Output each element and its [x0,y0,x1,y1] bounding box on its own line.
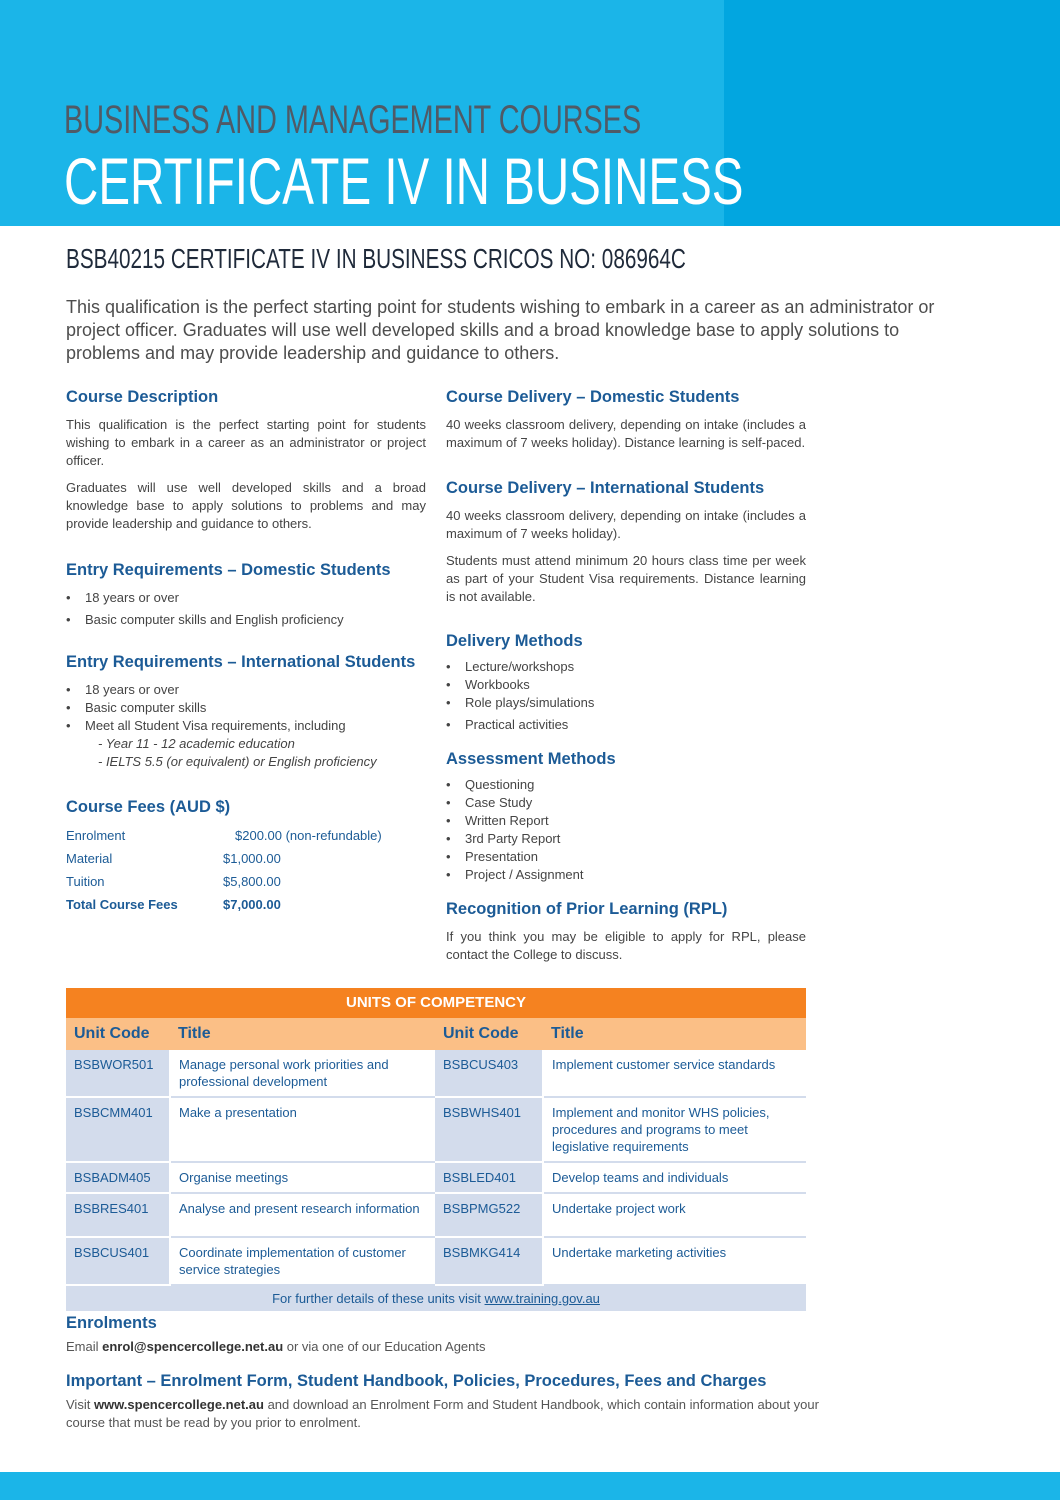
unit-title: Coordinate implementation of customer service strategies [170,1237,435,1285]
left-column [66,386,426,916]
delivery-domestic-heading: Course Delivery – Domestic Students [446,388,740,406]
table-row [66,1193,806,1237]
entry-domestic-list [66,589,426,629]
table-row [66,1097,806,1162]
list-item: • 18 years or over [66,681,426,699]
units-table [66,1018,806,1286]
list-subitem: - IELTS 5.5 (or equivalent) or English proficiency [98,754,377,769]
list-item: • Basic computer skills and English proficiency [66,611,426,629]
list-item: • 3rd Party Report [446,830,806,848]
units-footer [66,1286,806,1311]
assessment-methods-heading: Assessment Methods [446,750,616,768]
fee-value: $5,800.00 [223,874,281,889]
rpl-heading: Recognition of Prior Learning (RPL) [446,900,728,918]
delivery-domestic-p1: 40 weeks classroom delivery, depending on intake (includes a maximum of 7 weeks holiday). Distance learning is self-paced. [446,417,806,450]
delivery-methods-list [446,658,806,734]
unit-code: BSBCUS403 [435,1050,543,1097]
right-column [446,386,806,964]
enrolments-section [66,1312,826,1432]
list-item: • Project / Assignment [446,866,806,884]
important-heading: Important – Enrolment Form, Student Handbook, Policies, Procedures, Fees and Charges [66,1372,767,1390]
fee-total-row [66,893,382,916]
unit-title: Make a presentation [170,1097,435,1162]
list-item: • 18 years or over [66,589,426,607]
college-site-link[interactable]: www.spencercollege.net.au [93,1397,264,1412]
entry-domestic-heading: Entry Requirements – Domestic Students [66,561,391,579]
list-item: • Written Report [446,812,806,830]
intro-paragraph: This qualification is the perfect starting point for students wishing to embark in a career as an administrator or project officer. Graduates will use well developed skills and a broad knowledge base to apply solutions to problems and may provide leadership and guidance to others. [66,297,935,363]
delivery-international-p2: Students must attend minimum 20 hours class time per week as part of your Student Visa requirements. Distance learning is not available. [446,553,806,604]
unit-code: BSBCUS401 [66,1237,170,1285]
fee-label: Enrolment [66,828,126,843]
fee-value: $7,000.00 [223,897,281,912]
unit-code: BSBWHS401 [435,1097,543,1162]
list-item: • Presentation [446,848,806,866]
enrolments-paragraph [66,1338,826,1356]
unit-code: BSBWOR501 [66,1050,170,1097]
training-gov-link[interactable]: www.training.gov.au [484,1291,600,1306]
page-title: CERTIFICATE IV IN BUSINESS [64,144,744,218]
list-item: • Meet all Student Visa requirements, including [66,717,426,735]
table-row [66,1162,806,1193]
course-code-line: BSB40215 CERTIFICATE IV IN BUSINESS CRICOS NO: 086964C [66,243,686,274]
enrol-email-link[interactable]: enrol@spencercollege.net.au [102,1339,284,1354]
course-fees-heading: Course Fees (AUD $) [66,798,231,816]
column-header: Unit Code [66,1018,170,1050]
unit-code: BSBPMG522 [435,1193,543,1237]
table-row [66,1237,806,1285]
unit-title: Organise meetings [170,1162,435,1193]
fee-row [66,824,382,847]
list-item: • Case Study [446,794,806,812]
important-paragraph [66,1396,826,1432]
units-footer-text: For further details of these units visit [272,1291,485,1306]
course-fees-table [66,824,382,916]
unit-code: BSBMKG414 [435,1237,543,1285]
units-header-row [66,1018,806,1050]
units-title: UNITS OF COMPETENCY [66,988,806,1018]
unit-code: BSBCMM401 [66,1097,170,1162]
email-suffix: or via one of our Education Agents [283,1339,486,1354]
list-subitem: - Year 11 - 12 academic education [98,736,295,751]
course-description-p1: This qualification is the perfect starting point for students wishing to embark in a career as an administrator or project officer. [66,417,426,468]
assessment-methods-list [446,776,806,884]
category-kicker: BUSINESS AND MANAGEMENT COURSES [64,98,642,142]
visit-prefix: Visit [66,1397,94,1412]
entry-international-list [66,681,426,735]
list-item: • Role plays/simulations [446,694,806,712]
delivery-international-heading: Course Delivery – International Students [446,479,765,497]
fee-label: Total Course Fees [66,897,178,912]
enrolments-heading: Enrolments [66,1314,157,1332]
column-header: Title [170,1018,435,1050]
rpl-paragraph: If you think you may be eligible to apply for RPL, please contact the College to discuss. [446,929,806,962]
delivery-methods-heading: Delivery Methods [446,632,583,650]
unit-title: Undertake marketing activities [543,1237,806,1285]
units-of-competency [66,988,806,1311]
fee-label: Tuition [66,874,105,889]
unit-code: BSBLED401 [435,1162,543,1193]
fee-value: $1,000.00 [223,851,281,866]
fee-row [66,870,382,893]
fee-row [66,847,382,870]
unit-title: Manage personal work priorities and professional development [170,1050,435,1097]
column-header: Title [543,1018,806,1050]
list-item: • Lecture/workshops [446,658,806,676]
list-item: • Workbooks [446,676,806,694]
list-item: • Practical activities [446,716,806,734]
unit-code: BSBADM405 [66,1162,170,1193]
visit-suffix: and download an Enrolment Form and Student Handbook, which contain information about your course that must be read by you prior to enrolment. [66,1397,819,1430]
table-row [66,1050,806,1097]
unit-title: Develop teams and individuals [543,1162,806,1193]
unit-title: Undertake project work [543,1193,806,1237]
column-header: Unit Code [435,1018,543,1050]
header-accent-band [724,0,1060,226]
fee-value: $200.00 (non-refundable) [235,828,382,843]
unit-title: Analyse and present research information [170,1193,435,1237]
course-description-heading: Course Description [66,388,219,406]
entry-international-heading: Entry Requirements – International Students [66,653,416,671]
delivery-international-p1: 40 weeks classroom delivery, depending on intake (includes a maximum of 7 weeks holiday). [446,508,806,541]
list-item: • Basic computer skills [66,699,426,717]
email-prefix: Email [66,1339,103,1354]
unit-code: BSBRES401 [66,1193,170,1237]
footer-band [0,1472,1060,1500]
course-description-p2: Graduates will use well developed skills and a broad knowledge base to apply solutions to problems and may provide leadership and guidance to others. [66,480,426,531]
unit-title: Implement customer service standards [543,1050,806,1097]
list-item: • Questioning [446,776,806,794]
fee-label: Material [66,851,113,866]
unit-title: Implement and monitor WHS policies, procedures and programs to meet legislative requirements [543,1097,806,1162]
